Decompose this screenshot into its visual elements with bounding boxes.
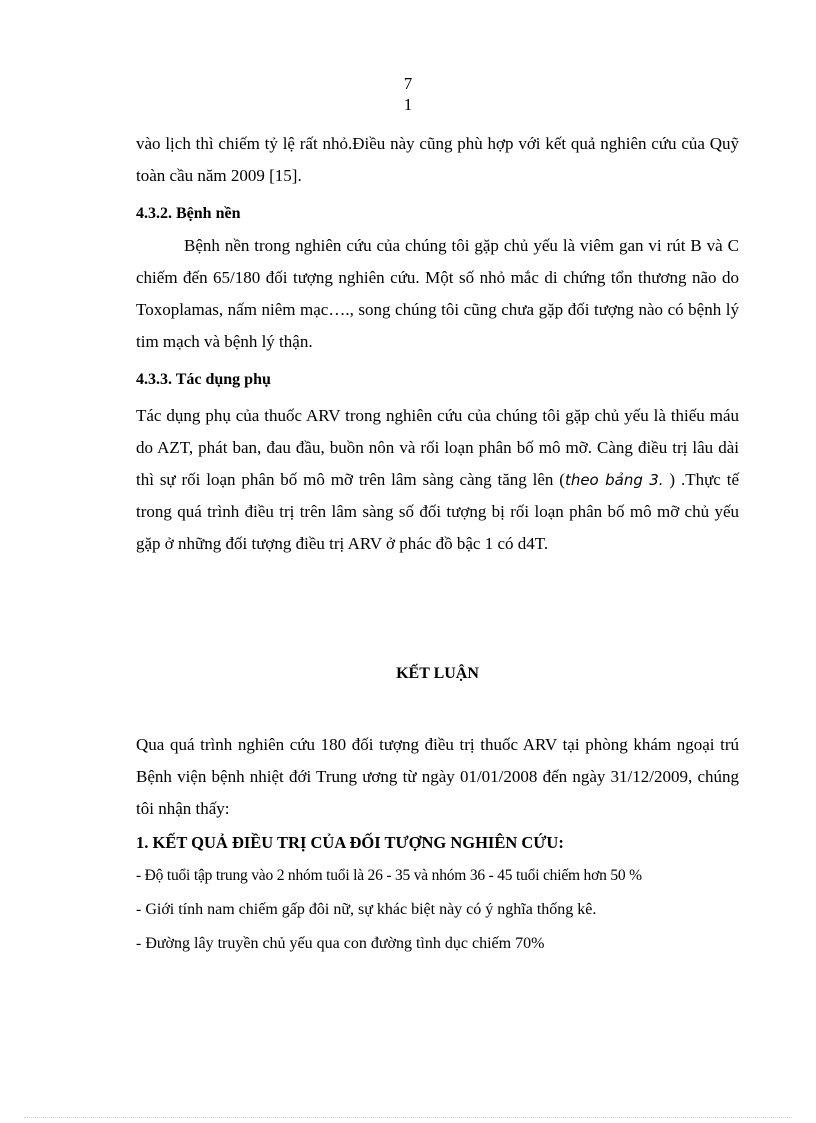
section-heading-4-3-2: 4.3.2. Bệnh nền xyxy=(136,205,241,222)
conclusion-title-block xyxy=(136,658,739,690)
page-number-top: 7 xyxy=(403,74,413,93)
conclusion-intro: Qua quá trình nghiên cứu 180 đối tượng điều trị thuốc ARV tại phòng khám ngoại trú Bệnh viện bệnh nhiệt đới Trung ương từ ngày 01/01/2008 đến ngày 31/12/2009, chúng tôi nhận thấy: xyxy=(136,735,739,818)
result-bullet-transmission: - Đường lây truyền chủ yếu qua con đường tình dục chiếm 70% xyxy=(136,935,545,952)
conclusion-intro-block xyxy=(136,729,739,825)
paragraph-tac-dung-phu xyxy=(136,400,739,560)
paragraph-benh-nen: Bệnh nền trong nghiên cứu của chúng tôi gặp chủ yếu là viêm gan vi rút B và C chiếm đến 65/180 đối tượng nghiên cứu. Một số nhỏ mắc di chứng tổn thương não do Toxoplamas, nấm niêm mạc…., song chúng tôi cũng chưa gặp đối tượng nào có bệnh lý tim mạch và bệnh lý thận. xyxy=(136,236,739,351)
intro-paragraph: vào lịch thì chiếm tỷ lệ rất nhỏ.Điều này cũng phù hợp với kết quả nghiên cứu của Quỹ toàn cầu năm 2009 [15]. xyxy=(136,134,739,185)
paragraph-tac-dung-phu-part1: Tác dụng phụ của thuốc ARV trong nghiên cứu của chúng tôi gặp chủ yếu là thiếu máu do AZT, phát ban, đau đầu, buồn nôn và rối loạn phân bố mô mỡ. Càng điều trị lâu dài thì sự rối loạn phân bố mô mỡ trên lâm sàng càng tăng lên ( xyxy=(136,406,739,489)
result-bullet-gender: - Giới tính nam chiếm gấp đôi nữ, sự khác biệt này có ý nghĩa thống kê. xyxy=(136,901,597,918)
conclusion-title: KẾT LUẬN xyxy=(396,665,479,682)
table-reference: theo bảng 3. xyxy=(564,471,664,489)
paragraph-tac-dung-phu-part2: ) .Thực tế trong quá trình điều trị trên lâm sàng số đối tượng bị rối loạn phân bố mô mỡ chủ yếu gặp ở những đối tượng điều trị ARV ở phác đồ bậc 1 có d4T. xyxy=(136,470,739,553)
results-section xyxy=(136,827,739,961)
page-bottom-divider xyxy=(24,1117,792,1118)
discussion-section xyxy=(136,128,739,560)
results-heading: 1. KẾT QUẢ ĐIỀU TRỊ CỦA ĐỐI TƯỢNG NGHIÊN CỨU: xyxy=(136,833,564,852)
section-heading-4-3-3: 4.3.3. Tác dụng phụ xyxy=(136,371,271,388)
page-number-bottom: 1 xyxy=(403,95,413,114)
result-bullet-age: - Độ tuổi tập trung vào 2 nhóm tuổi là 26 - 35 và nhóm 36 - 45 tuổi chiếm hơn 50 % xyxy=(136,867,642,884)
